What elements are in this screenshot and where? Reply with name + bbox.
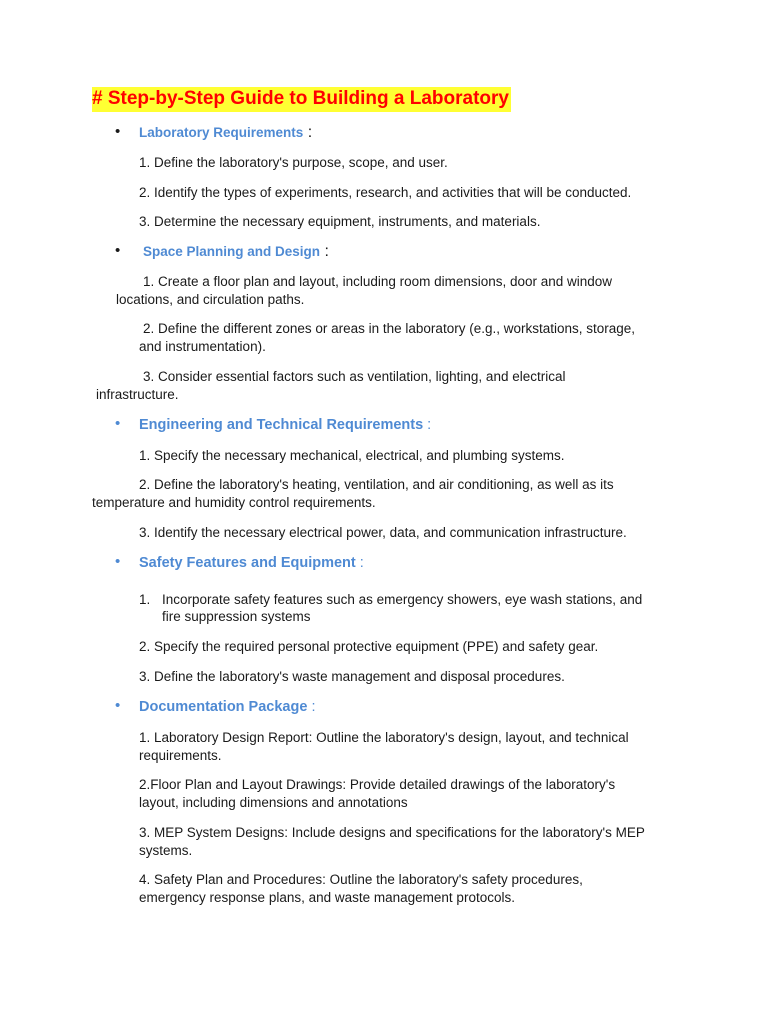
bullet-icon: • [115, 242, 121, 259]
bullet-icon: • [115, 415, 121, 432]
list-item: 3. Determine the necessary equipment, instruments, and materials. [139, 214, 541, 229]
list-item: 1. Specify the necessary mechanical, electrical, and plumbing systems. [139, 448, 565, 463]
bullet-icon: • [115, 553, 121, 570]
list-item-number: 1. [139, 592, 151, 607]
list-item: 2. Specify the required personal protective equipment (PPE) and safety gear. [139, 639, 599, 654]
section-heading-safety: Safety Features and Equipment : [139, 555, 364, 571]
list-item-continuation: infrastructure. [96, 387, 179, 402]
list-item: 3. Define the laboratory's waste management and disposal procedures. [139, 669, 565, 684]
section-heading-space-planning: Space Planning and Design : [143, 243, 329, 260]
list-item: 3. MEP System Designs: Include designs and specifications for the laboratory's MEP [139, 825, 645, 840]
list-item-continuation: layout, including dimensions and annotations [139, 795, 408, 810]
list-item-continuation: locations, and circulation paths. [116, 292, 305, 307]
list-item: 1. Create a floor plan and layout, including room dimensions, door and window [143, 274, 613, 289]
list-item-continuation: temperature and humidity control requirements. [92, 495, 376, 510]
list-item-continuation: fire suppression systems [162, 609, 311, 624]
list-item: 2. Identify the types of experiments, research, and activities that will be conducted. [139, 185, 632, 200]
list-item: 2. Define the different zones or areas in the laboratory (e.g., workstations, storage, [143, 321, 636, 336]
list-item-continuation: requirements. [139, 748, 222, 763]
list-item: 3. Consider essential factors such as ventilation, lighting, and electrical [143, 369, 566, 384]
list-item: 4. Safety Plan and Procedures: Outline the laboratory's safety procedures, [139, 872, 583, 887]
list-item: 2.Floor Plan and Layout Drawings: Provide detailed drawings of the laboratory's [139, 777, 616, 792]
section-heading-engineering: Engineering and Technical Requirements : [139, 417, 432, 433]
list-item-continuation: emergency response plans, and waste management protocols. [139, 890, 515, 905]
document-title: # Step-by-Step Guide to Building a Laboratory [92, 87, 511, 112]
list-item: 1. Define the laboratory's purpose, scope, and user. [139, 155, 448, 170]
bullet-icon: • [115, 123, 121, 140]
section-heading-documentation: Documentation Package : [139, 699, 316, 715]
list-item: Incorporate safety features such as emergency showers, eye wash stations, and [162, 592, 643, 607]
list-item: 1. Laboratory Design Report: Outline the laboratory's design, layout, and technical [139, 730, 629, 745]
section-heading-laboratory-requirements: Laboratory Requirements : [139, 124, 313, 141]
list-item-continuation: systems. [139, 843, 193, 858]
list-item-continuation: and instrumentation). [139, 339, 266, 354]
list-item: 2. Define the laboratory's heating, ventilation, and air conditioning, as well as its [139, 477, 614, 492]
list-item: 3. Identify the necessary electrical power, data, and communication infrastructure. [139, 525, 627, 540]
bullet-icon: • [115, 697, 121, 714]
